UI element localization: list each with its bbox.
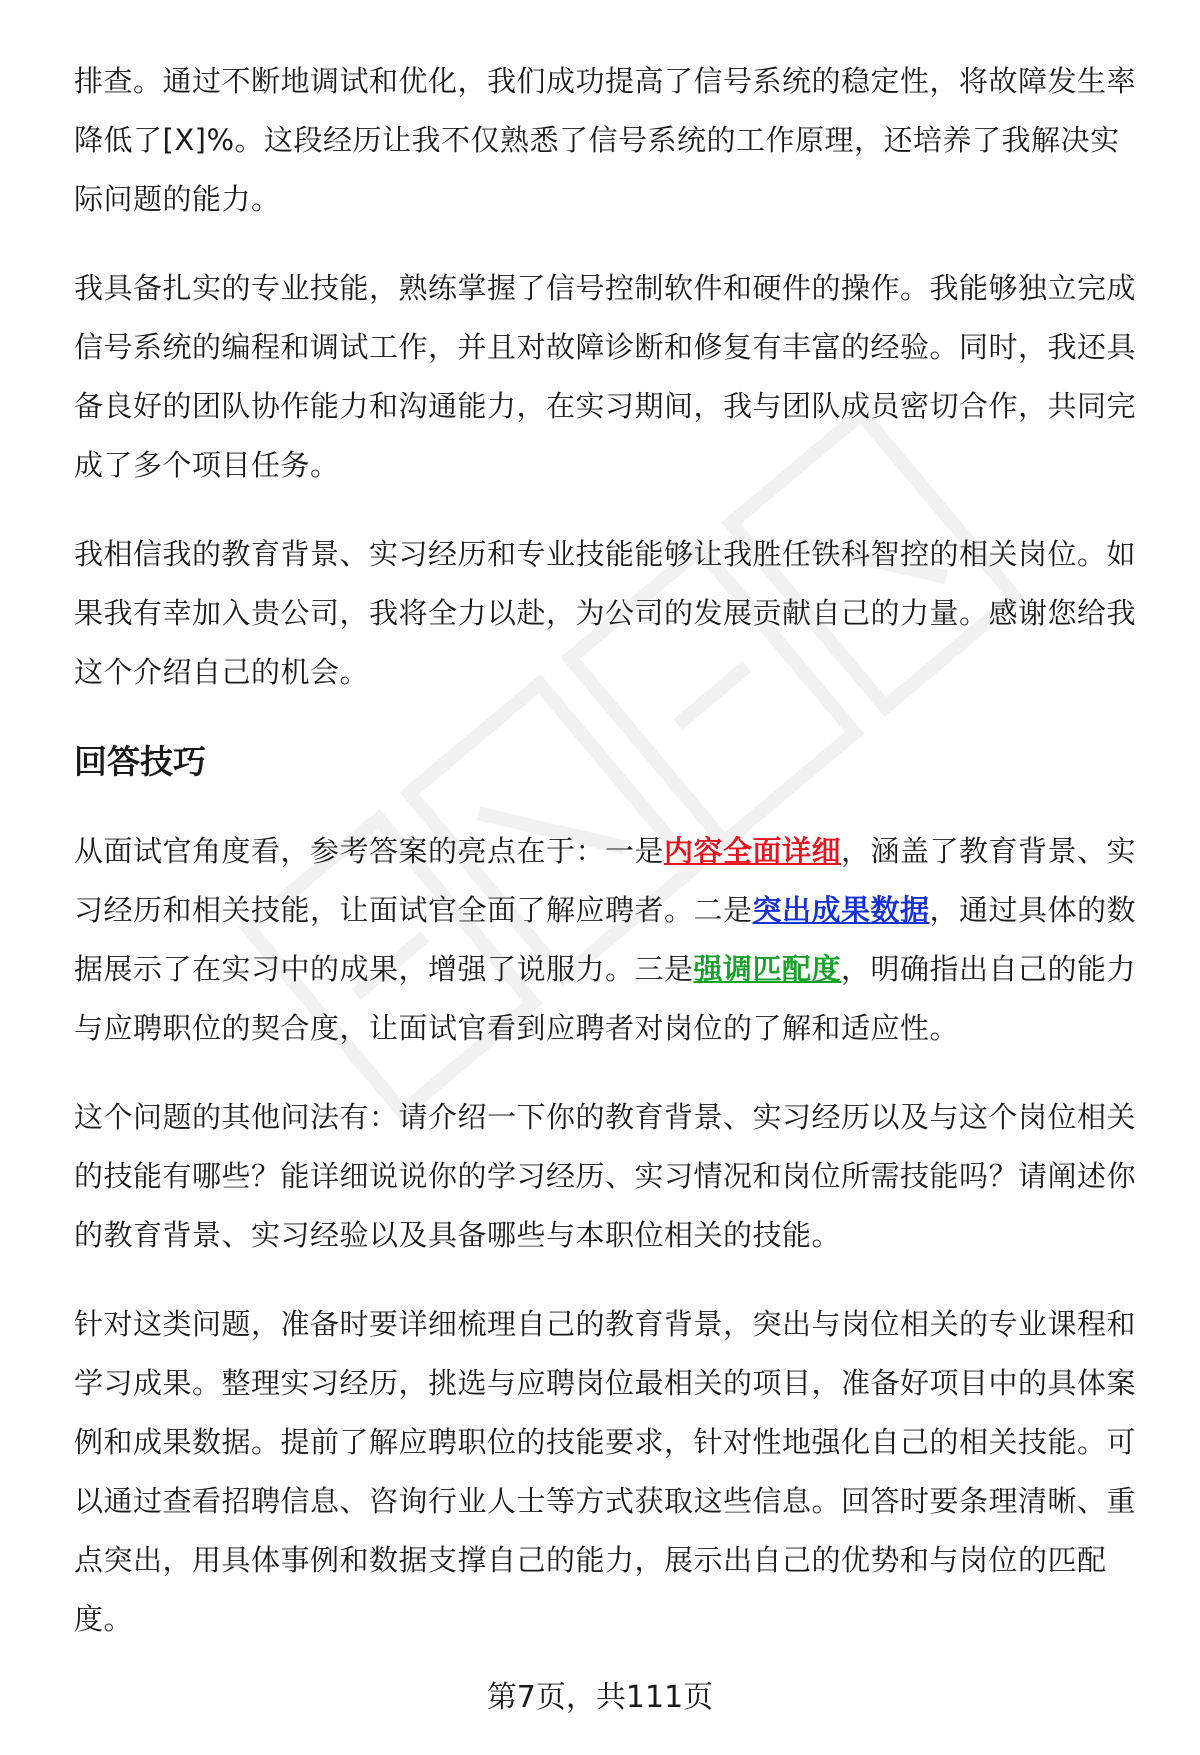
text-segment: 从面试官角度看，参考答案的亮点在于：一是 <box>74 834 665 868</box>
paragraph-experience-end: 排查。通过不断地调试和优化，我们成功提高了信号系统的稳定性，将故障发生率降低了[X]%。这段经历让我不仅熟悉了信号系统的工作原理，还培养了我解决实际问题的能力。 <box>74 64 1137 216</box>
document-page <box>74 52 1146 1679</box>
paragraph-highlights <box>74 822 1146 1058</box>
highlight-match: 强调匹配度 <box>693 952 842 986</box>
highlight-comprehensive: 内容全面详细 <box>664 834 842 868</box>
paragraph-alternatives: 这个问题的其他问法有：请介绍一下你的教育背景、实习经历以及与这个岗位相关的技能有哪些？能详细说说你的学习经历、实习情况和岗位所需技能吗？请阐述你的教育背景、实习经验以及具备哪些与本职位相关的技能。 <box>74 1100 1137 1252</box>
text-segment: ，涵盖了教育背景、实习经历和相关技能，让面试官全面了解应聘者。二是 <box>74 834 1137 927</box>
highlight-results-data: 突出成果数据 <box>752 893 930 927</box>
paragraph-preparation: 针对这类问题，准备时要详细梳理自己的教育背景，突出与岗位相关的专业课程和学习成果。整理实习经历，挑选与应聘岗位最相关的项目，准备好项目中的具体案例和成果数据。提前了解应聘职位的技能要求，针对性地强化自己的相关技能。可以通过查看招聘信息、咨询行业人士等方式获取这些信息。回答时要条理清晰、重点突出，用具体事例和数据支撑自己的能力，展示出自己的优势和与岗位的匹配度。 <box>74 1307 1137 1636</box>
section-heading: 回答技巧 <box>74 742 206 781</box>
paragraph-closing: 我相信我的教育背景、实习经历和专业技能能够让我胜任铁科智控的相关岗位。如果我有幸加入贵公司，我将全力以赴，为公司的发展贡献自己的力量。感谢您给我这个介绍自己的机会。 <box>74 537 1137 689</box>
paragraph-skills: 我具备扎实的专业技能，熟练掌握了信号控制软件和硬件的操作。我能够独立完成信号系统的编程和调试工作，并且对故障诊断和修复有丰富的经验。同时，我还具备良好的团队协作能力和沟通能力，在实习期间，我与团队成员密切合作，共同完成了多个项目任务。 <box>74 271 1137 482</box>
page-number-footer: 第7页，共111页 <box>486 1680 714 1715</box>
text-segment: ，明确指出自己的能力与应聘职位的契合度，让面试官看到应聘者对岗位的了解和适应性。 <box>74 952 1137 1045</box>
text-segment: ，通过具体的数据展示了在实习中的成果，增强了说服力。三是 <box>74 893 1137 986</box>
